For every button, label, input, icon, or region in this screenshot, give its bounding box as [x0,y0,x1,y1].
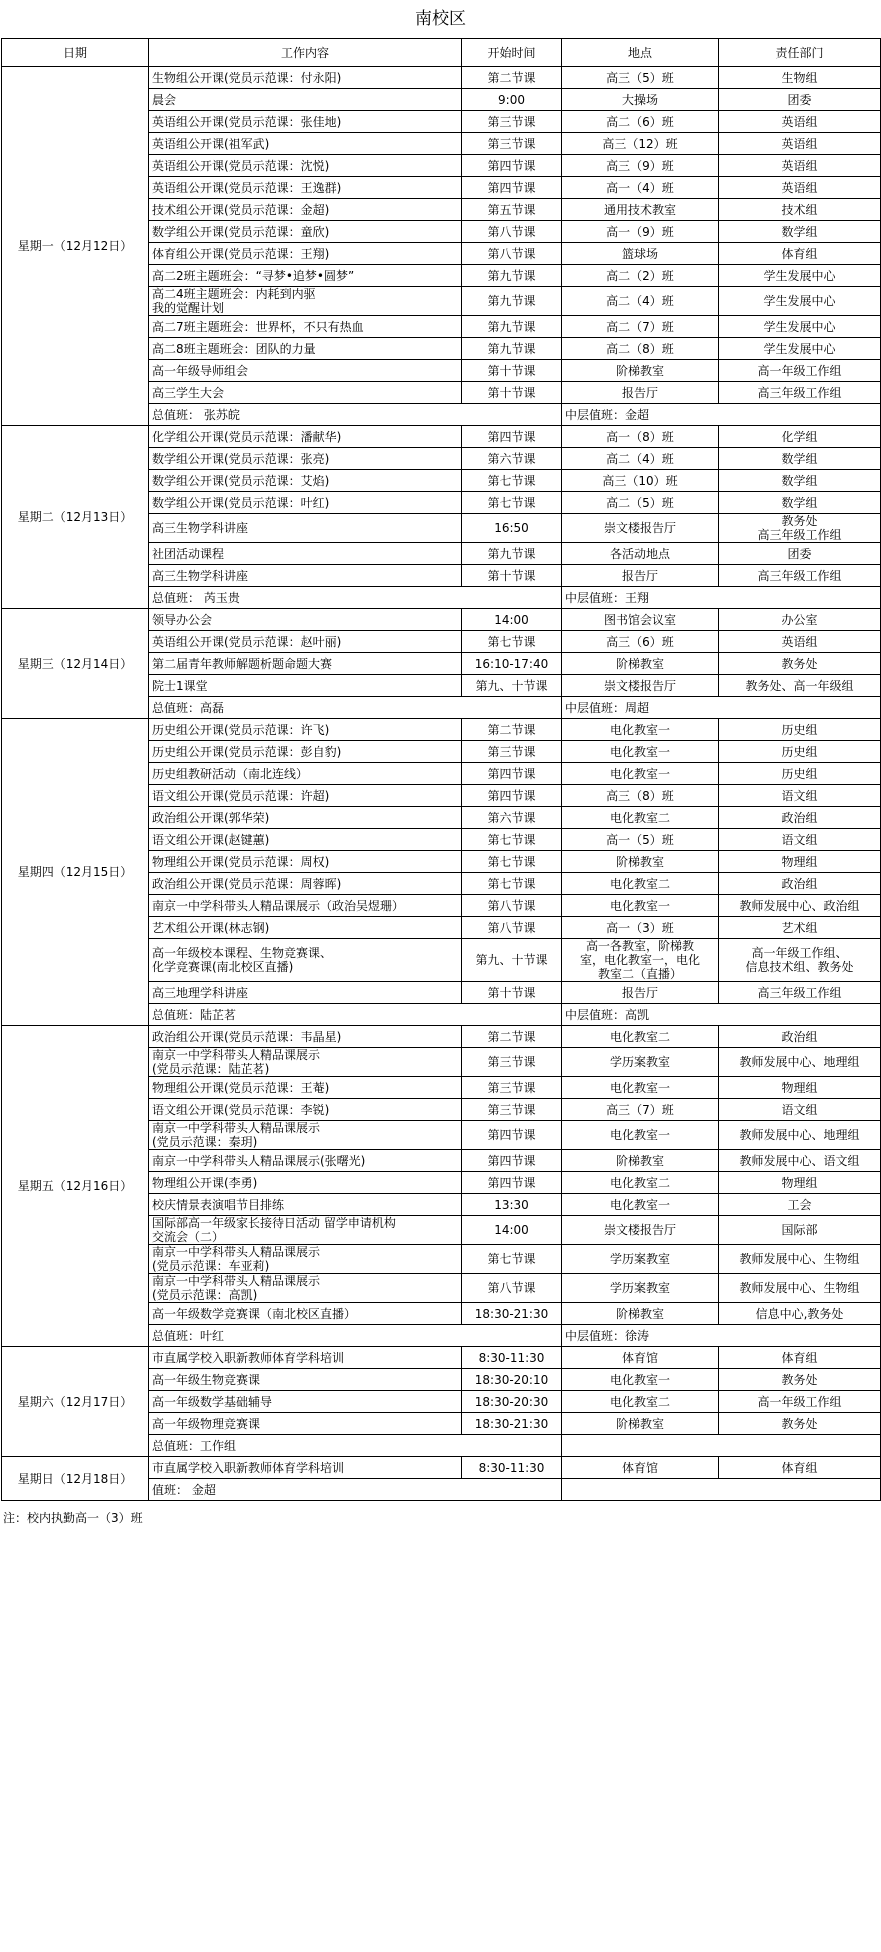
page-title: 南校区 [415,9,466,29]
department: 体育组 [719,1347,881,1369]
location: 篮球场 [562,243,719,265]
duty-middle [562,1479,881,1501]
start-time: 第四节课 [462,1121,562,1150]
location: 崇文楼报告厅 [562,1216,719,1245]
start-time: 14:00 [462,1216,562,1245]
department: 学生发展中心 [719,265,881,287]
work-content: 校庆情景表演唱节目排练 [149,1194,462,1216]
start-time: 第九节课 [462,543,562,565]
duty-middle: 中层值班：高凯 [562,1004,881,1026]
department: 教师发展中心、地理组 [719,1121,881,1150]
location: 电化教室一 [562,1369,719,1391]
work-content: 高三地理学科讲座 [149,982,462,1004]
location: 电化教室一 [562,895,719,917]
department: 英语组 [719,133,881,155]
start-time: 18:30-21:30 [462,1413,562,1435]
location: 高二（6）班 [562,111,719,133]
work-content: 高一年级校本课程、生物竞赛课、 化学竞赛课(南北校区直播) [149,939,462,982]
location: 高二（2）班 [562,265,719,287]
duty-main: 总值班：高磊 [149,697,562,719]
header-dept: 责任部门 [719,39,881,67]
work-content: 数学组公开课(党员示范课：张亮) [149,448,462,470]
location: 崇文楼报告厅 [562,675,719,697]
department: 教务处 [719,653,881,675]
start-time: 第九、十节课 [462,675,562,697]
work-content: 高三学生大会 [149,382,462,404]
department: 高一年级工作组、 信息技术组、教务处 [719,939,881,982]
location: 高一（3）班 [562,917,719,939]
start-time: 9:00 [462,89,562,111]
location: 高二（8）班 [562,338,719,360]
work-content: 院士1课堂 [149,675,462,697]
work-content: 高三生物学科讲座 [149,514,462,543]
work-content: 数学组公开课(党员示范课：艾焰) [149,470,462,492]
work-content: 高二4班主题班会：内耗到内驱 我的觉醒计划 [149,287,462,316]
location: 报告厅 [562,982,719,1004]
start-time: 第二节课 [462,1026,562,1048]
start-time: 第四节课 [462,1150,562,1172]
day-label: 星期日（12月18日） [2,1457,149,1501]
start-time: 第十节课 [462,982,562,1004]
work-content: 市直属学校入职新教师体育学科培训 [149,1347,462,1369]
location: 崇文楼报告厅 [562,514,719,543]
day-label: 星期六（12月17日） [2,1347,149,1457]
location: 高一（8）班 [562,426,719,448]
work-content: 高一年级数学基础辅导 [149,1391,462,1413]
start-time: 14:00 [462,609,562,631]
department: 数学组 [719,470,881,492]
start-time: 第七节课 [462,492,562,514]
work-content: 南京一中学科带头人精品课展示 (党员示范课：车亚莉) [149,1245,462,1274]
start-time: 第十节课 [462,565,562,587]
department: 英语组 [719,177,881,199]
work-content: 语文组公开课(赵键蕙) [149,829,462,851]
work-content: 政治组公开课(郭华荣) [149,807,462,829]
start-time: 第十节课 [462,360,562,382]
work-content: 物理组公开课(李勇) [149,1172,462,1194]
header-date: 日期 [2,39,149,67]
start-time: 第四节课 [462,426,562,448]
department: 高三年级工作组 [719,565,881,587]
start-time: 第九节课 [462,265,562,287]
schedule-table [1,38,881,1501]
work-content: 数学组公开课(党员示范课：童欣) [149,221,462,243]
location: 电化教室二 [562,873,719,895]
department: 教师发展中心、生物组 [719,1274,881,1303]
day-label: 星期三（12月14日） [2,609,149,719]
start-time: 第七节课 [462,829,562,851]
work-content: 体育组公开课(党员示范课：王翔) [149,243,462,265]
start-time: 第二节课 [462,67,562,89]
start-time: 第三节课 [462,1048,562,1077]
location: 阶梯教室 [562,1413,719,1435]
work-content: 晨会 [149,89,462,111]
start-time: 16:50 [462,514,562,543]
department: 生物组 [719,67,881,89]
department: 信息中心,教务处 [719,1303,881,1325]
department: 教务处 高三年级工作组 [719,514,881,543]
work-content: 英语组公开课(党员示范课：沈悦) [149,155,462,177]
department: 英语组 [719,111,881,133]
department: 教师发展中心、生物组 [719,1245,881,1274]
start-time: 第三节课 [462,1099,562,1121]
duty-middle: 中层值班：王翔 [562,587,881,609]
department: 语文组 [719,829,881,851]
work-content: 南京一中学科带头人精品课展示 (党员示范课：高凯) [149,1274,462,1303]
location: 电化教室二 [562,807,719,829]
location: 高一各教室，阶梯教 室，电化教室一，电化 教室二（直播） [562,939,719,982]
department: 工会 [719,1194,881,1216]
start-time: 第六节课 [462,807,562,829]
location: 高三（12）班 [562,133,719,155]
location: 高一（4）班 [562,177,719,199]
work-content: 英语组公开课(祖军武) [149,133,462,155]
department: 团委 [719,543,881,565]
department: 教师发展中心、地理组 [719,1048,881,1077]
location: 大操场 [562,89,719,111]
department: 教师发展中心、政治组 [719,895,881,917]
department: 语文组 [719,1099,881,1121]
location: 高一（5）班 [562,829,719,851]
start-time: 18:30-21:30 [462,1303,562,1325]
location: 电化教室二 [562,1391,719,1413]
department: 物理组 [719,851,881,873]
work-content: 语文组公开课(党员示范课：李锐) [149,1099,462,1121]
schedule-row [2,719,881,741]
start-time: 第四节课 [462,1172,562,1194]
work-content: 语文组公开课(党员示范课：许超) [149,785,462,807]
work-content: 第二届青年教师解题析题命题大赛 [149,653,462,675]
department: 高一年级工作组 [719,1391,881,1413]
start-time: 第八节课 [462,917,562,939]
location: 阶梯教室 [562,653,719,675]
location: 电化教室一 [562,763,719,785]
department: 教务处 [719,1369,881,1391]
location: 高二（4）班 [562,287,719,316]
start-time: 第四节课 [462,177,562,199]
duty-middle: 中层值班：周超 [562,697,881,719]
start-time: 第七节课 [462,631,562,653]
department: 高三年级工作组 [719,982,881,1004]
department: 英语组 [719,155,881,177]
department: 体育组 [719,243,881,265]
work-content: 南京一中学科带头人精品课展示（政治吴煜珊） [149,895,462,917]
work-content: 政治组公开课(党员示范课：周蓉晖) [149,873,462,895]
department: 教务处、高一年级组 [719,675,881,697]
duty-main: 值班： 金超 [149,1479,562,1501]
work-content: 物理组公开课(党员示范课：周权) [149,851,462,873]
work-content: 领导办公会 [149,609,462,631]
department: 学生发展中心 [719,287,881,316]
work-content: 英语组公开课(党员示范课：赵叶丽) [149,631,462,653]
department: 政治组 [719,1026,881,1048]
department: 学生发展中心 [719,316,881,338]
department: 数学组 [719,492,881,514]
start-time: 第三节课 [462,741,562,763]
day-label: 星期一（12月12日） [2,67,149,426]
work-content: 历史组教研活动（南北连线） [149,763,462,785]
department: 化学组 [719,426,881,448]
location: 高二（4）班 [562,448,719,470]
work-content: 政治组公开课(党员示范课：韦晶星) [149,1026,462,1048]
department: 历史组 [719,763,881,785]
work-content: 历史组公开课(党员示范课：彭自豹) [149,741,462,763]
work-content: 技术组公开课(党员示范课：金超) [149,199,462,221]
work-content: 高二2班主题班会：“寻梦•追梦•圆梦” [149,265,462,287]
start-time: 16:10-17:40 [462,653,562,675]
work-content: 高一年级数学竞赛课（南北校区直播） [149,1303,462,1325]
department: 办公室 [719,609,881,631]
department: 艺术组 [719,917,881,939]
location: 学历案教室 [562,1245,719,1274]
schedule-row [2,1347,881,1369]
work-content: 化学组公开课(党员示范课：潘献华) [149,426,462,448]
day-label: 星期二（12月13日） [2,426,149,609]
start-time: 第九节课 [462,338,562,360]
start-time: 第七节课 [462,470,562,492]
work-content: 社团活动课程 [149,543,462,565]
department: 技术组 [719,199,881,221]
location: 阶梯教室 [562,1303,719,1325]
location: 学历案教室 [562,1048,719,1077]
department: 教师发展中心、语文组 [719,1150,881,1172]
work-content: 英语组公开课(党员示范课：王逸群) [149,177,462,199]
department: 数学组 [719,221,881,243]
location: 高二（7）班 [562,316,719,338]
location: 体育馆 [562,1347,719,1369]
location: 图书馆会议室 [562,609,719,631]
work-content: 市直属学校入职新教师体育学科培训 [149,1457,462,1479]
duty-main: 总值班：陆芷茗 [149,1004,562,1026]
department: 高一年级工作组 [719,360,881,382]
start-time: 第九节课 [462,316,562,338]
location: 电化教室一 [562,1121,719,1150]
start-time: 13:30 [462,1194,562,1216]
header-place: 地点 [562,39,719,67]
department: 物理组 [719,1077,881,1099]
duty-middle [562,1435,881,1457]
work-content: 高一年级导师组会 [149,360,462,382]
department: 教务处 [719,1413,881,1435]
schedule-row [2,1457,881,1479]
location: 报告厅 [562,382,719,404]
work-content: 南京一中学科带头人精品课展示(张曙光) [149,1150,462,1172]
duty-main: 总值班： 张苏皖 [149,404,562,426]
work-content: 高二7班主题班会：世界杯，不只有热血 [149,316,462,338]
location: 电化教室一 [562,1077,719,1099]
footnote: 注：校内执勤高一（3）班 [3,1511,143,1525]
department: 政治组 [719,873,881,895]
location: 学历案教室 [562,1274,719,1303]
schedule-row [2,1026,881,1048]
location: 电化教室一 [562,719,719,741]
start-time: 第十节课 [462,382,562,404]
start-time: 第七节课 [462,851,562,873]
start-time: 第八节课 [462,895,562,917]
work-content: 南京一中学科带头人精品课展示 (党员示范课：陆芷茗) [149,1048,462,1077]
work-content: 国际部高一年级家长接待日活动 留学申请机构 交流会（二） [149,1216,462,1245]
work-content: 高三生物学科讲座 [149,565,462,587]
start-time: 第九、十节课 [462,939,562,982]
department: 高三年级工作组 [719,382,881,404]
department: 历史组 [719,741,881,763]
department: 物理组 [719,1172,881,1194]
duty-middle: 中层值班：徐涛 [562,1325,881,1347]
work-content: 物理组公开课(党员示范课：王菴) [149,1077,462,1099]
department: 语文组 [719,785,881,807]
duty-main: 总值班：叶红 [149,1325,562,1347]
start-time: 18:30-20:10 [462,1369,562,1391]
location: 各活动地点 [562,543,719,565]
duty-main: 总值班： 芮玉贵 [149,587,562,609]
work-content: 高二8班主题班会：团队的力量 [149,338,462,360]
start-time: 第四节课 [462,763,562,785]
location: 电化教室二 [562,1026,719,1048]
start-time: 第八节课 [462,1274,562,1303]
department: 历史组 [719,719,881,741]
department: 数学组 [719,448,881,470]
start-time: 第四节课 [462,155,562,177]
work-content: 高一年级物理竞赛课 [149,1413,462,1435]
location: 高三（5）班 [562,67,719,89]
work-content: 高一年级生物竞赛课 [149,1369,462,1391]
department: 英语组 [719,631,881,653]
start-time: 第三节课 [462,111,562,133]
start-time: 第七节课 [462,1245,562,1274]
header-time: 开始时间 [462,39,562,67]
day-label: 星期四（12月15日） [2,719,149,1026]
header-work: 工作内容 [149,39,462,67]
start-time: 第八节课 [462,221,562,243]
start-time: 8:30-11:30 [462,1347,562,1369]
location: 电化教室二 [562,1172,719,1194]
work-content: 数学组公开课(党员示范课：叶红) [149,492,462,514]
location: 高三（10）班 [562,470,719,492]
department: 政治组 [719,807,881,829]
location: 高三（6）班 [562,631,719,653]
start-time: 8:30-11:30 [462,1457,562,1479]
location: 阶梯教室 [562,1150,719,1172]
work-content: 南京一中学科带头人精品课展示 (党员示范课：秦玥) [149,1121,462,1150]
location: 报告厅 [562,565,719,587]
schedule-body [2,67,881,1501]
work-content: 英语组公开课(党员示范课：张佳地) [149,111,462,133]
department: 体育组 [719,1457,881,1479]
header-row [2,39,881,67]
location: 体育馆 [562,1457,719,1479]
start-time: 第九节课 [462,287,562,316]
location: 高三（7）班 [562,1099,719,1121]
start-time: 第七节课 [462,873,562,895]
duty-middle: 中层值班：金超 [562,404,881,426]
department: 国际部 [719,1216,881,1245]
start-time: 第二节课 [462,719,562,741]
start-time: 第三节课 [462,1077,562,1099]
department: 学生发展中心 [719,338,881,360]
start-time: 第八节课 [462,243,562,265]
schedule-row [2,609,881,631]
department: 团委 [719,89,881,111]
start-time: 第三节课 [462,133,562,155]
start-time: 第四节课 [462,785,562,807]
start-time: 第五节课 [462,199,562,221]
location: 高三（9）班 [562,155,719,177]
location: 阶梯教室 [562,851,719,873]
day-label: 星期五（12月16日） [2,1026,149,1347]
location: 电化教室一 [562,1194,719,1216]
location: 电化教室一 [562,741,719,763]
location: 阶梯教室 [562,360,719,382]
work-content: 历史组公开课(党员示范课：许飞) [149,719,462,741]
start-time: 18:30-20:30 [462,1391,562,1413]
schedule-row [2,426,881,448]
work-content: 艺术组公开课(林志钢) [149,917,462,939]
start-time: 第六节课 [462,448,562,470]
location: 通用技术教室 [562,199,719,221]
location: 高一（9）班 [562,221,719,243]
work-content: 生物组公开课(党员示范课：付永阳) [149,67,462,89]
location: 高二（5）班 [562,492,719,514]
location: 高三（8）班 [562,785,719,807]
schedule-row [2,67,881,89]
duty-main: 总值班：工作组 [149,1435,562,1457]
